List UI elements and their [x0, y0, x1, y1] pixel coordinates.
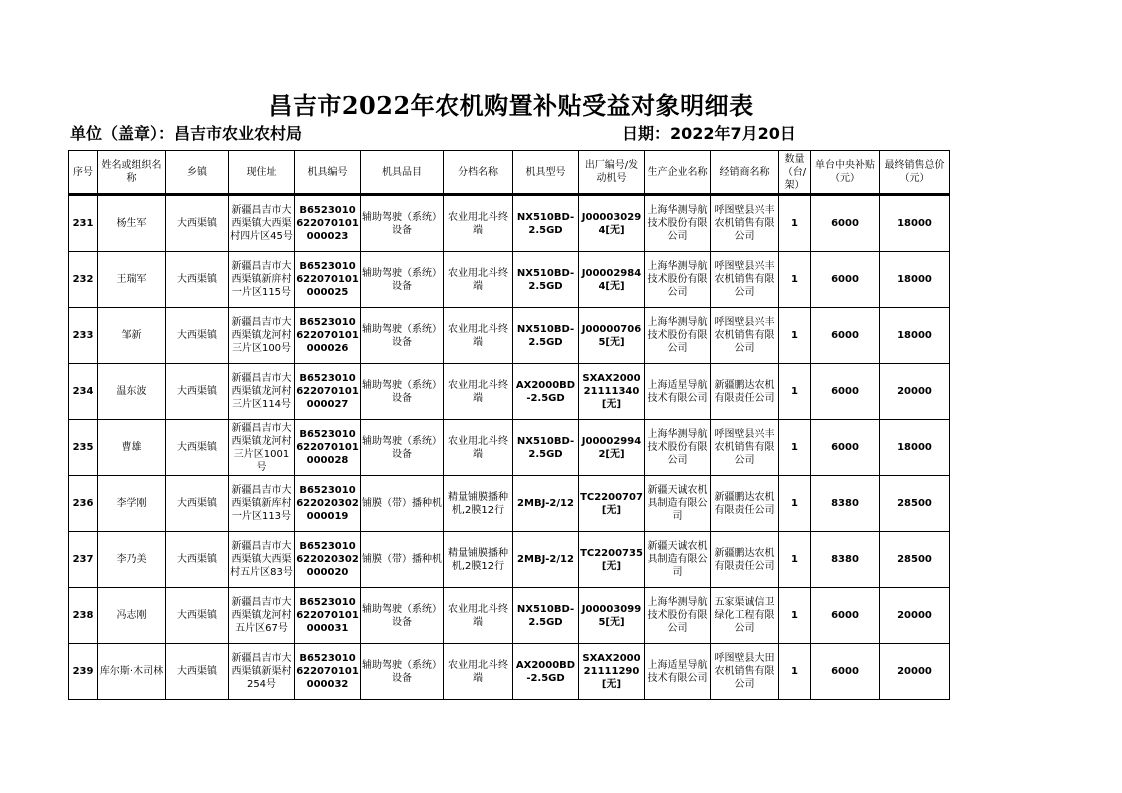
- table-cell: 新疆鹏达农机有限责任公司: [711, 476, 779, 532]
- header-cell: 姓名或组织名称: [98, 151, 166, 195]
- table-cell: 新疆天诚农机具制造有限公司: [645, 476, 711, 532]
- table-cell: 8380: [811, 476, 880, 532]
- table-cell: AX2000BD-2.5GD: [513, 364, 579, 420]
- table-cell: 20000: [880, 364, 950, 420]
- table-cell: 呼图壁县大田农机销售有限公司: [711, 644, 779, 700]
- table-cell: 李乃美: [98, 532, 166, 588]
- table-cell: 8380: [811, 532, 880, 588]
- table-cell: 辅助驾驶（系统）设备: [361, 644, 444, 700]
- header-cell: 数量（台/架）: [779, 151, 811, 195]
- table-cell: 杨生军: [98, 196, 166, 252]
- table-cell: 新疆昌吉市大西渠镇龙河村三片区114号: [229, 364, 295, 420]
- header-cell: 经销商名称: [711, 151, 779, 195]
- table-cell: 20000: [880, 588, 950, 644]
- table-cell: 上海华测导航技术股份有限公司: [645, 420, 711, 476]
- table-cell: SXAX200021111290[无]: [579, 644, 645, 700]
- table-cell: B6523010622070101000027: [295, 364, 361, 420]
- table-cell: 李学刚: [98, 476, 166, 532]
- header-cell: 机具编号: [295, 151, 361, 195]
- header-cell: 机具型号: [513, 151, 579, 195]
- table-cell: 1: [779, 252, 811, 308]
- table-cell: 18000: [880, 252, 950, 308]
- table-cell: 上海适星导航技术有限公司: [645, 364, 711, 420]
- table-cell: 2MBJ-2/12: [513, 476, 579, 532]
- table-cell: 呼图壁县兴丰农机销售有限公司: [711, 196, 779, 252]
- table-cell: 大西渠镇: [166, 588, 229, 644]
- table-cell: 呼图壁县兴丰农机销售有限公司: [711, 308, 779, 364]
- table-cell: 6000: [811, 364, 880, 420]
- table-cell: 1: [779, 588, 811, 644]
- table-cell: 6000: [811, 308, 880, 364]
- table-cell: 新疆昌吉市大西渠镇新渠村254号: [229, 644, 295, 700]
- table-cell: 大西渠镇: [166, 532, 229, 588]
- table-cell: SXAX200021111340[无]: [579, 364, 645, 420]
- table-cell: 辅助驾驶（系统）设备: [361, 308, 444, 364]
- table-cell: B6523010622020302000020: [295, 532, 361, 588]
- table-cell: 辅助驾驶（系统）设备: [361, 420, 444, 476]
- table-body: [69, 194, 950, 700]
- table-row: [69, 532, 950, 588]
- table-cell: 辅助驾驶（系统）设备: [361, 364, 444, 420]
- table-cell: 大西渠镇: [166, 308, 229, 364]
- table-cell: 新疆昌吉市大西渠镇龙河村三片区100号: [229, 308, 295, 364]
- header-cell: 序号: [69, 151, 98, 195]
- table-cell: 农业用北斗终端: [444, 420, 513, 476]
- header-cell: 乡镇: [166, 151, 229, 195]
- table-cell: 上海华测导航技术股份有限公司: [645, 196, 711, 252]
- table-cell: 大西渠镇: [166, 420, 229, 476]
- table-cell: 温东波: [98, 364, 166, 420]
- table-cell: B6523010622070101000026: [295, 308, 361, 364]
- table-cell: 新疆天诚农机具制造有限公司: [645, 532, 711, 588]
- table-cell: J000029942[无]: [579, 420, 645, 476]
- table-cell: 2MBJ-2/12: [513, 532, 579, 588]
- table-cell: 大西渠镇: [166, 196, 229, 252]
- table-cell: 239: [69, 644, 98, 700]
- table-cell: 农业用北斗终端: [444, 308, 513, 364]
- table-cell: B6523010622020302000019: [295, 476, 361, 532]
- table-cell: B6523010622070101000028: [295, 420, 361, 476]
- table-cell: 农业用北斗终端: [444, 644, 513, 700]
- table-header-row: [69, 151, 950, 195]
- table-cell: NX510BD-2.5GD: [513, 308, 579, 364]
- table-cell: 上海华测导航技术股份有限公司: [645, 252, 711, 308]
- table-cell: 18000: [880, 308, 950, 364]
- table-cell: 农业用北斗终端: [444, 364, 513, 420]
- table-cell: 铺膜（带）播种机: [361, 532, 444, 588]
- table-row: [69, 476, 950, 532]
- table-cell: 1: [779, 364, 811, 420]
- table-cell: NX510BD-2.5GD: [513, 252, 579, 308]
- table-cell: 1: [779, 308, 811, 364]
- page-title: 昌吉市2022年农机购置补贴受益对象明细表: [268, 91, 754, 120]
- table-cell: 6000: [811, 196, 880, 252]
- header-cell: 分档名称: [444, 151, 513, 195]
- table-cell: 大西渠镇: [166, 252, 229, 308]
- table-cell: 1: [779, 644, 811, 700]
- table-cell: 铺膜（带）播种机: [361, 476, 444, 532]
- header-cell: 现住址: [229, 151, 295, 195]
- table-cell: 库尔斯·木司林: [98, 644, 166, 700]
- table-cell: J000029844[无]: [579, 252, 645, 308]
- table-cell: 1: [779, 476, 811, 532]
- table-cell: B6523010622070101000023: [295, 196, 361, 252]
- table-cell: 精量铺膜播种机,2膜12行: [444, 476, 513, 532]
- table-cell: 1: [779, 196, 811, 252]
- table-row: [69, 644, 950, 700]
- table-cell: TC2200735[无]: [579, 532, 645, 588]
- table-cell: 上海适星导航技术有限公司: [645, 644, 711, 700]
- table-cell: 农业用北斗终端: [444, 588, 513, 644]
- header-cell: 单台中央补贴（元）: [811, 151, 880, 195]
- table-cell: 6000: [811, 252, 880, 308]
- table-cell: 邹新: [98, 308, 166, 364]
- table-cell: 1: [779, 532, 811, 588]
- table-cell: 6000: [811, 420, 880, 476]
- table-cell: 新疆鹏达农机有限责任公司: [711, 532, 779, 588]
- table-cell: 五家渠诚信卫绿化工程有限公司: [711, 588, 779, 644]
- table-cell: NX510BD-2.5GD: [513, 196, 579, 252]
- table-cell: 6000: [811, 588, 880, 644]
- table-row: [69, 420, 950, 476]
- table-cell: 236: [69, 476, 98, 532]
- table-cell: 大西渠镇: [166, 644, 229, 700]
- table-cell: TC2200707[无]: [579, 476, 645, 532]
- table-cell: 233: [69, 308, 98, 364]
- header-cell: 出厂编号/发动机号: [579, 151, 645, 195]
- table-cell: 新疆鹏达农机有限责任公司: [711, 364, 779, 420]
- table-cell: 呼图壁县兴丰农机销售有限公司: [711, 420, 779, 476]
- table-cell: 农业用北斗终端: [444, 252, 513, 308]
- subsidy-table: [68, 150, 950, 700]
- table-cell: B6523010622070101000032: [295, 644, 361, 700]
- table-cell: 232: [69, 252, 98, 308]
- table-row: [69, 196, 950, 252]
- table-cell: 新疆昌吉市大西渠镇龙河村三片区1001号: [229, 420, 295, 476]
- table-cell: AX2000BD-2.5GD: [513, 644, 579, 700]
- table-cell: 28500: [880, 476, 950, 532]
- table-cell: 235: [69, 420, 98, 476]
- table-cell: J000007065[无]: [579, 308, 645, 364]
- header-cell: 机具品目: [361, 151, 444, 195]
- unit-label: 单位（盖章）：昌吉市农业农村局: [70, 124, 303, 143]
- table-cell: B6523010622070101000025: [295, 252, 361, 308]
- table-cell: 王瑞军: [98, 252, 166, 308]
- table-cell: 238: [69, 588, 98, 644]
- table-cell: NX510BD-2.5GD: [513, 420, 579, 476]
- table-cell: 6000: [811, 644, 880, 700]
- table-cell: 辅助驾驶（系统）设备: [361, 252, 444, 308]
- table-row: [69, 308, 950, 364]
- table-cell: 28500: [880, 532, 950, 588]
- table-cell: 上海华测导航技术股份有限公司: [645, 588, 711, 644]
- table-cell: 231: [69, 196, 98, 252]
- table-cell: 18000: [880, 196, 950, 252]
- table-cell: 新疆昌吉市大西渠镇大西渠村四片区45号: [229, 196, 295, 252]
- table-cell: 新疆昌吉市大西渠镇大西渠村五片区83号: [229, 532, 295, 588]
- table-cell: 新疆昌吉市大西渠镇新库村一片区113号: [229, 476, 295, 532]
- table-cell: 农业用北斗终端: [444, 196, 513, 252]
- table-cell: NX510BD-2.5GD: [513, 588, 579, 644]
- table-cell: 234: [69, 364, 98, 420]
- table-cell: 1: [779, 420, 811, 476]
- table-cell: J000030294[无]: [579, 196, 645, 252]
- table-cell: 新疆昌吉市大西渠镇龙河村五片区67号: [229, 588, 295, 644]
- table-cell: 大西渠镇: [166, 476, 229, 532]
- table-cell: B6523010622070101000031: [295, 588, 361, 644]
- table-cell: 大西渠镇: [166, 364, 229, 420]
- table-cell: 精量铺膜播种机,2膜12行: [444, 532, 513, 588]
- table-cell: 上海华测导航技术股份有限公司: [645, 308, 711, 364]
- header-cell: 生产企业名称: [645, 151, 711, 195]
- table-row: [69, 364, 950, 420]
- table-cell: 237: [69, 532, 98, 588]
- table-cell: 新疆昌吉市大西渠镇新庰村一片区115号: [229, 252, 295, 308]
- table-row: [69, 588, 950, 644]
- table-cell: 18000: [880, 420, 950, 476]
- table-cell: 辅助驾驶（系统）设备: [361, 196, 444, 252]
- table-cell: 曹雄: [98, 420, 166, 476]
- header-cell: 最终销售总价（元）: [880, 151, 950, 195]
- date-label: 日期：2022年7月20日: [622, 124, 796, 143]
- table-row: [69, 252, 950, 308]
- table-cell: 呼图壁县兴丰农机销售有限公司: [711, 252, 779, 308]
- table-cell: 辅助驾驶（系统）设备: [361, 588, 444, 644]
- table-cell: J000030995[无]: [579, 588, 645, 644]
- table-cell: 20000: [880, 644, 950, 700]
- table-cell: 冯志刚: [98, 588, 166, 644]
